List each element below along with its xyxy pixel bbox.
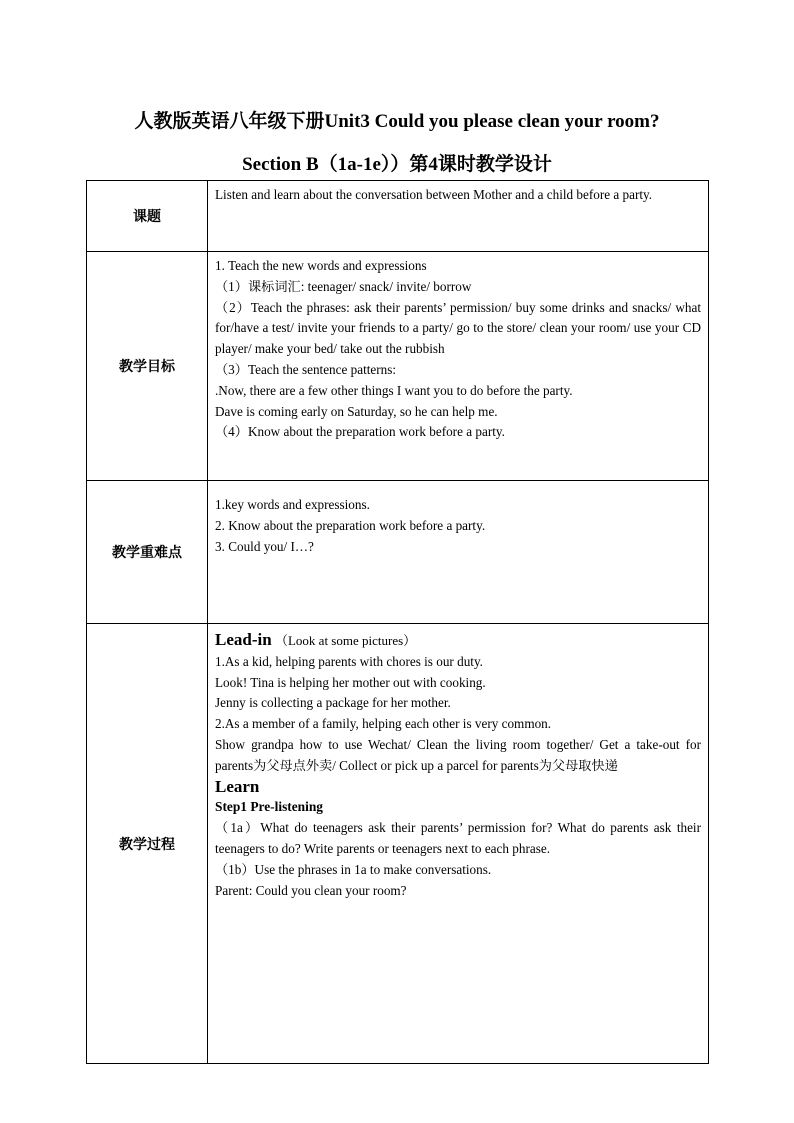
- objective-line: Dave is coming early on Saturday, so he can help me.: [215, 403, 498, 419]
- document-title-line1: 人教版英语八年级下册Unit3 Could you please clean your room?: [134, 111, 660, 132]
- key-point-line: 2. Know about the preparation work before a party.: [215, 517, 486, 533]
- label-process: 教学过程: [87, 624, 208, 1064]
- objective-line: （2）Teach the phrases: ask their parents’ permission/ buy some drinks and snacks/ what for/have a test/ invite your friends to a party/ go to the store/ clean your room/ use your CD player/ make your bed/ take out the rubbish: [215, 299, 701, 357]
- row-key-points: [87, 481, 709, 624]
- leadin-note: （Look at some pictures）: [274, 633, 417, 648]
- leadin-line: 2.As a member of a family, helping each other is very common.: [215, 716, 552, 732]
- label-objectives: 教学目标: [87, 252, 208, 481]
- key-point-line: 1.key words and expressions.: [215, 497, 370, 512]
- key-point-line: 3. Could you/ I…?: [215, 538, 314, 554]
- leadin-heading: [215, 630, 701, 652]
- step1-line: （1b）Use the phrases in 1a to make conversations.: [215, 861, 492, 877]
- process-content: [208, 624, 709, 1064]
- step1-title: Step1 Pre-listening: [215, 799, 323, 815]
- leadin-line: Show grandpa how to use Wechat/ Clean the living room together/ Get a take-out for parents为父母点外卖/ Collect or pick up a parcel for parents为父母取快递: [215, 736, 701, 773]
- key-points-content: [208, 481, 709, 624]
- lesson-plan-table: [86, 180, 709, 1064]
- step1-line: Parent: Could you clean your room?: [215, 882, 407, 898]
- row-process: [87, 624, 709, 1064]
- step1-line: （1a）What do teenagers ask their parents’ permission for? What do parents ask their teenagers to do? Write parents or teenagers next to each phrase.: [215, 820, 701, 856]
- label-topic: 课题: [87, 181, 208, 252]
- row-topic: [87, 181, 709, 252]
- objective-line: .Now, there are a few other things I want you to do before the party.: [215, 382, 573, 398]
- leadin-line: Jenny is collecting a package for her mother.: [215, 695, 451, 711]
- label-key-points: 教学重难点: [87, 481, 208, 624]
- objective-line: （1）课标词汇: teenager/ snack/ invite/ borrow: [215, 278, 472, 294]
- objective-line: 1. Teach the new words and expressions: [215, 258, 427, 273]
- leadin-line: Look! Tina is helping her mother out with cooking.: [215, 674, 486, 690]
- topic-text: Listen and learn about the conversation between Mother and a child before a party.: [208, 181, 709, 252]
- leadin-line: 1.As a kid, helping parents with chores is our duty.: [215, 653, 483, 669]
- learn-title: Learn: [215, 776, 260, 796]
- leadin-title: Lead-in: [215, 630, 272, 649]
- objectives-content: [208, 252, 709, 481]
- document-title-line2: Section B（1a-1e））第4课时教学设计: [242, 154, 552, 175]
- objective-line: （4）Know about the preparation work before a party.: [215, 424, 505, 440]
- row-objectives: [87, 252, 709, 481]
- objective-line: （3）Teach the sentence patterns:: [215, 361, 397, 377]
